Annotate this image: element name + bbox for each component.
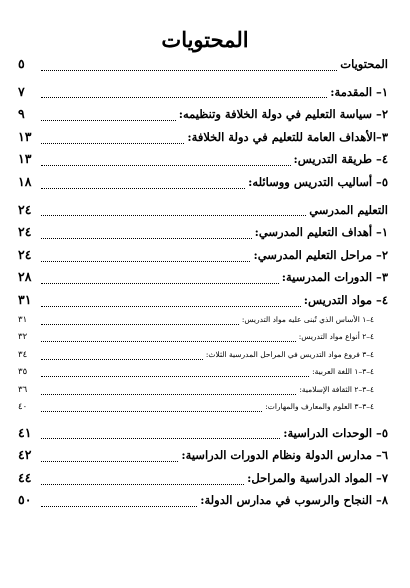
dot-leader xyxy=(41,188,245,189)
dot-leader xyxy=(41,238,252,239)
toc-entry[interactable] xyxy=(18,174,388,197)
toc-page-number: ٢٤ xyxy=(18,224,32,240)
toc-entry-label: ١– أهداف التعليم المدرسي: xyxy=(254,225,388,240)
toc-entry[interactable] xyxy=(18,492,388,515)
dot-leader xyxy=(41,165,291,166)
dot-leader xyxy=(41,70,337,71)
toc-entry-label: ٨– النجاح والرسوب في مدارس الدولة: xyxy=(200,493,388,508)
toc-entry[interactable] xyxy=(18,447,388,470)
dot-leader xyxy=(41,341,296,342)
toc-entry-label: ٤–٢ أنواع مواد التدريس: xyxy=(298,332,374,342)
toc-entry[interactable] xyxy=(18,56,388,79)
toc-page-number: ٢٨ xyxy=(18,269,32,285)
toc-entry[interactable] xyxy=(18,106,388,129)
toc-page-number: ٤٤ xyxy=(18,469,32,485)
toc-page-number: ٢٤ xyxy=(18,246,32,262)
dot-leader xyxy=(41,394,296,395)
toc-page-number: ٢٤ xyxy=(18,201,32,217)
toc-entry-label: المحتويات xyxy=(340,57,388,71)
toc-subentry[interactable] xyxy=(18,367,388,385)
toc-page-number: ٣٦ xyxy=(18,384,28,395)
toc-entry-label: ٣–الأهداف العامة للتعليم في دولة الخلافة: xyxy=(187,129,388,144)
dot-leader xyxy=(41,306,301,307)
toc-subentry[interactable] xyxy=(18,385,388,403)
table-of-contents xyxy=(18,56,388,515)
toc-entry-label: ٤–٣–٣ العلوم والمعارف والمهارات: xyxy=(265,402,374,412)
toc-page-number: ٥ xyxy=(18,56,25,71)
page-title: المحتويات xyxy=(161,27,249,52)
toc-entry-label: ٤–٣ فروع مواد التدريس في المراحل المدرسية الثلاث: xyxy=(205,349,374,359)
dot-leader xyxy=(41,324,239,325)
toc-entry[interactable] xyxy=(18,247,388,270)
dot-leader xyxy=(41,283,279,284)
dot-leader xyxy=(41,438,280,439)
toc-subentry[interactable] xyxy=(18,332,388,350)
dot-leader xyxy=(41,215,306,216)
toc-entry-label: ٤–١ الأساس الذي تُبنى عليه مواد التدريس: xyxy=(241,314,374,324)
toc-page-number: ٤٠ xyxy=(18,402,28,413)
dot-leader xyxy=(41,97,327,98)
toc-entry-label: ٤– طريقة التدريس: xyxy=(293,152,388,167)
dot-leader xyxy=(41,411,262,412)
dot-leader xyxy=(41,506,197,507)
toc-entry[interactable] xyxy=(18,84,388,107)
toc-entry-label: ٧– المواد الدراسية والمراحل: xyxy=(247,470,388,485)
toc-page-number: ٣٢ xyxy=(18,332,28,343)
toc-page-number: ٩ xyxy=(18,106,25,122)
dot-leader xyxy=(41,143,184,144)
toc-entry-label: ٣– الدورات المدرسية: xyxy=(281,270,388,285)
toc-entry-label: ٢– مراحل التعليم المدرسي: xyxy=(253,247,388,262)
toc-page-number: ١٣ xyxy=(18,151,32,167)
toc-page-number: ١٨ xyxy=(18,173,32,189)
dot-leader xyxy=(41,120,176,121)
toc-page-number: ٣٥ xyxy=(18,367,28,378)
toc-subentry[interactable] xyxy=(18,402,388,420)
toc-entry-label: ٢– سياسة التعليم في دولة الخلافة وتنظيمه: xyxy=(178,107,388,122)
toc-page-number: ٤١ xyxy=(18,424,32,440)
toc-entry-label: ٦– مدارس الدولة ونظام الدورات الدراسية: xyxy=(181,448,388,463)
toc-entry-label: التعليم المدرسي xyxy=(309,202,388,217)
toc-page-number: ٣١ xyxy=(18,291,32,307)
dot-leader xyxy=(41,461,178,462)
toc-entry-label: ٤–٣–١ اللغة العربية: xyxy=(312,367,374,377)
dot-leader xyxy=(41,261,250,262)
toc-page-number: ٥٠ xyxy=(18,492,32,508)
toc-subentry[interactable] xyxy=(18,315,388,333)
toc-entry[interactable] xyxy=(18,224,388,247)
toc-entry[interactable] xyxy=(18,269,388,292)
toc-entry[interactable] xyxy=(18,470,388,493)
toc-page-number: ١٣ xyxy=(18,128,32,144)
toc-entry-label: ٥– الوحدات الدراسية: xyxy=(283,425,388,440)
toc-subentry[interactable] xyxy=(18,350,388,368)
toc-page-number: ٤٢ xyxy=(18,447,32,463)
dot-leader xyxy=(41,359,203,360)
toc-entry[interactable] xyxy=(18,292,388,315)
toc-entry[interactable] xyxy=(18,129,388,152)
toc-entry[interactable] xyxy=(18,202,388,225)
toc-entry[interactable] xyxy=(18,151,388,174)
toc-page-number: ٧ xyxy=(18,83,25,99)
toc-page-number: ٣٤ xyxy=(18,349,28,360)
dot-leader xyxy=(41,484,244,485)
toc-entry-label: ١– المقدمة: xyxy=(330,84,388,99)
toc-page-number: ٣١ xyxy=(18,314,28,325)
toc-entry-label: ٤–٣–٢ الثقافة الإسلامية: xyxy=(299,384,374,394)
toc-entry-label: ٥– أساليب التدريس ووسائله: xyxy=(248,174,388,189)
toc-entry-label: ٤– مواد التدريس: xyxy=(303,292,388,307)
toc-entry[interactable] xyxy=(18,425,388,448)
dot-leader xyxy=(41,376,309,377)
